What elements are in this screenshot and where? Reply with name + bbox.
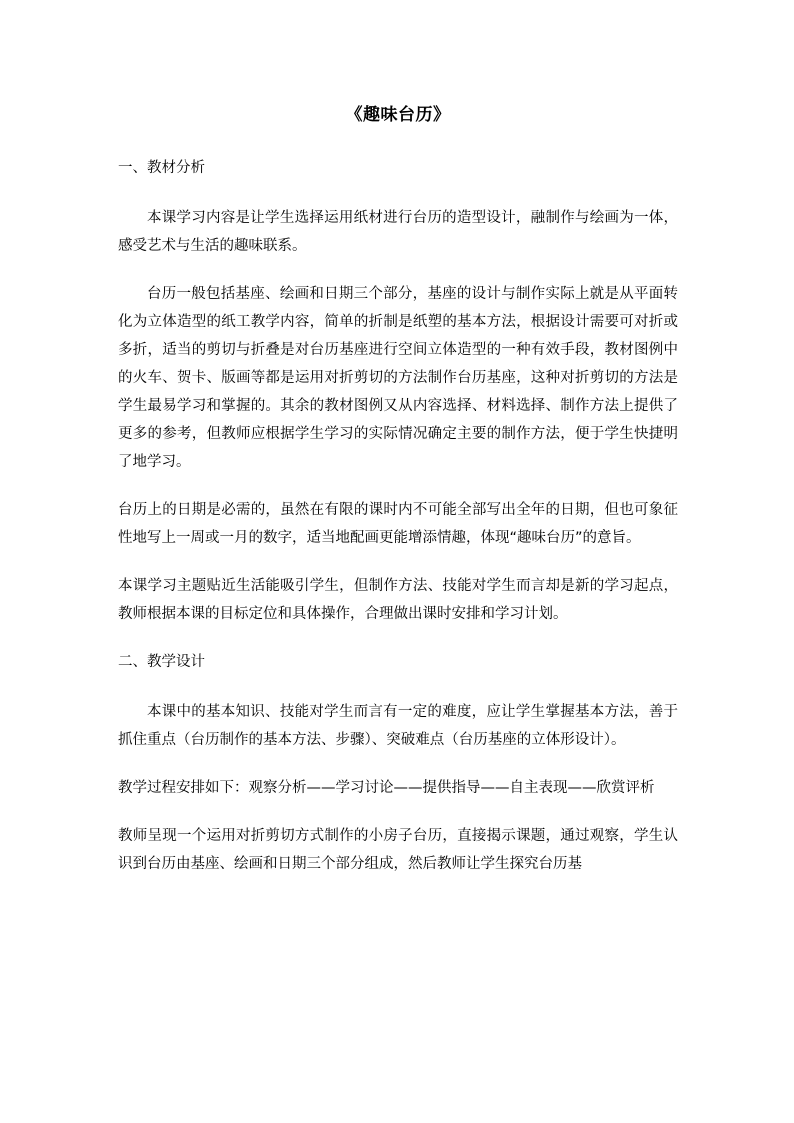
document-body xyxy=(118,100,678,878)
paragraph: 台历一般包括基座、绘画和日期三个部分，基座的设计与制作实际上就是从平面转化为立体造型的纸工教学内容，简单的折制是纸塑的基本方法，根据设计需要可对折或多折，适当的剪切与折叠是对台历基座进行空间立体造型的一种有效手段，教材图例中的火车、贺卡、版画等都是运用对折剪切的方法制作台历基座，这种对折剪切的方法是学生最易学习和掌握的。其余的教材图例又从内容选择、材料选择、制作方法上提供了更多的参考，但教师应根据学生学习的实际情况确定主要的制作方法，便于学生快捷明了地学习。 xyxy=(118,286,678,470)
paragraph: 教师呈现一个运用对折剪切方式制作的小房子台历，直接揭示课题，通过观察，学生认识到台历由基座、绘画和日期三个部分组成，然后教师让学生探究台历基 xyxy=(118,828,678,872)
section-heading-textbook-analysis: 一、教材分析 xyxy=(118,160,205,176)
paragraph: 本课学习内容是让学生选择运用纸材进行台历的造型设计，融制作与绘画为一体，感受艺术与生活的趣味联系。 xyxy=(118,210,678,254)
paragraph: 本课学习主题贴近生活能吸引学生，但制作方法、技能对学生而言却是新的学习起点，教师根据本课的目标定位和具体操作，合理做出课时安排和学习计划。 xyxy=(118,578,678,622)
paragraph: 台历上的日期是必需的，虽然在有限的课时内不可能全部写出全年的日期，但也可象征性地写上一周或一月的数字，适当地配画更能增添情趣，体现“趣味台历”的意旨。 xyxy=(118,502,678,546)
document-title: 《趣味台历》 xyxy=(345,105,451,125)
paragraph: 教学过程安排如下：观察分析——学习讨论——提供指导——自主表现——欣赏评析 xyxy=(118,780,655,796)
section-heading-teaching-design: 二、教学设计 xyxy=(118,654,205,670)
paragraph: 本课中的基本知识、技能对学生而言有一定的难度，应让学生掌握基本方法，善于抓住重点（台历制作的基本方法、步骤）、突破难点（台历基座的立体形设计）。 xyxy=(118,704,678,748)
